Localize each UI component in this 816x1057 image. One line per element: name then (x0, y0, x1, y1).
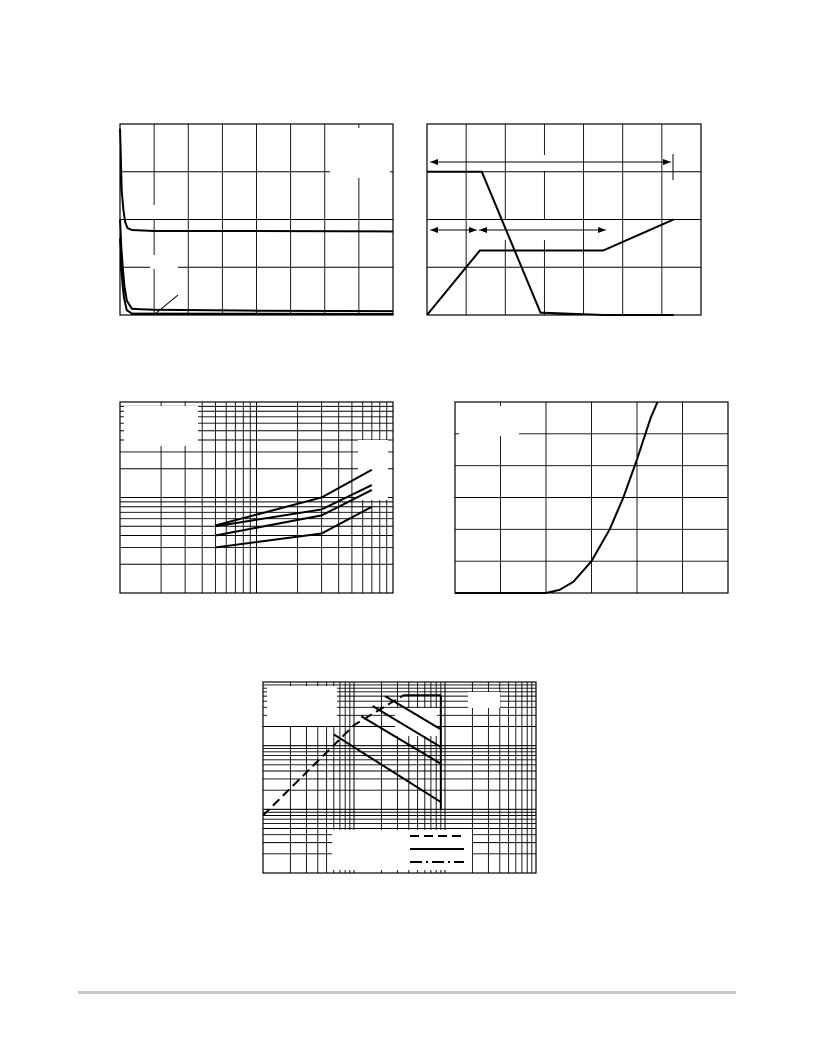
label-box (358, 440, 388, 500)
label-box (530, 155, 564, 171)
footer-rule (78, 991, 736, 994)
label-box (150, 205, 178, 219)
legend-box (330, 128, 390, 178)
label-box (150, 255, 178, 269)
dimension-arrow (430, 227, 477, 233)
gridlines (427, 124, 701, 315)
chart-capacitance-decay (120, 124, 393, 315)
series-line (427, 172, 674, 315)
chart-exponential-rise (455, 402, 728, 593)
legend-box (124, 406, 198, 446)
chart-safe-operating-area (263, 682, 536, 873)
label-box (468, 692, 500, 708)
legend-box (267, 686, 337, 726)
callout-arrow (155, 295, 178, 314)
chart-log-log-family (120, 402, 393, 593)
chart-gate-charge (427, 124, 701, 315)
legend-box (459, 406, 519, 436)
